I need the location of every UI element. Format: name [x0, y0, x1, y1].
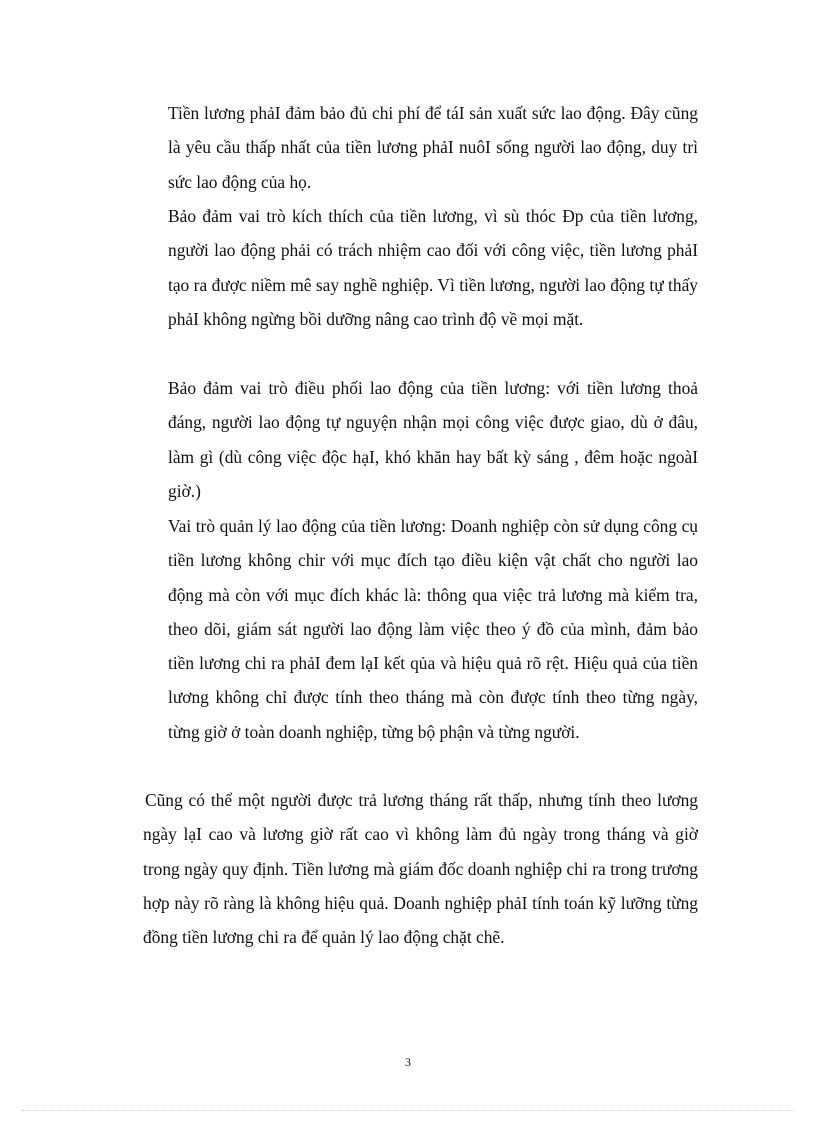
paragraph-labor-management-role: Vai trò quản lý lao động của tiền lương: Doanh nghiệp còn sử dụng công cụ tiền lương không chir với mục đích tạo điều kiện vật chất cho người lao động mà còn với mục đích khác là: thông qua việc trả lương mà kiểm tra, theo dõi, giám sát người lao động làm việc theo ý đồ của mình, đảm bảo tiền lương chi ra phảI đem lạI kết qủa và hiệu quả rõ rệt. Hiệu quả của tiền lương không chỉ được tính theo tháng mà còn được tính theo từng ngày, từng giờ ở toàn doanh nghiệp, từng bộ phận và từng người. [168, 516, 698, 742]
paragraph-wage-efficiency-example: Cũng có thể một người được trả lương tháng rất thấp, nhưng tính theo lương ngày lạI cao và lương giờ rất cao vì không làm đủ ngày trong tháng và giờ trong ngày quy định. Tiền lương mà giám đốc doanh nghiệp chi ra trong trương hợp này rõ ràng là không hiệu quả. Doanh nghiệp phảI tính toán kỹ lưỡng từng đồng tiền lương chi ra để quản lý lao động chặt chẽ. [143, 790, 698, 948]
paragraph-wage-covers-costs: Tiền lương phảI đảm bảo đủ chi phí để táI sản xuất sức lao động. Đây cũng là yêu cầu thấp nhất của tiền lương phảI nuôI sống người lao động, duy trì sức lao động của họ. [168, 103, 698, 192]
paragraph-labor-coordination-role: Bảo đảm vai trò điều phối lao động của tiền lương: với tiền lương thoả đáng, người lao động tự nguyện nhận mọi công việc được giao, dù ở đâu, làm gì (dù công việc độc hạI, khó khăn hay bất kỳ sáng , đêm hoặc ngoàI giờ.) [168, 378, 698, 501]
page-number: 3 [405, 1055, 411, 1069]
paragraph-stimulating-role: Bảo đảm vai trò kích thích của tiền lương, vì sù thóc Đp của tiền lương, người lao động phải có trách nhiệm cao đối với công việc, tiền lương phảI tạo ra được niềm mê say nghề nghiệp. Vì tiền lương, người lao động tự thấy phảI không ngừng bồi dưỡng nâng cao trình độ về mọi mặt. [168, 206, 698, 329]
bottom-divider [22, 1110, 794, 1111]
